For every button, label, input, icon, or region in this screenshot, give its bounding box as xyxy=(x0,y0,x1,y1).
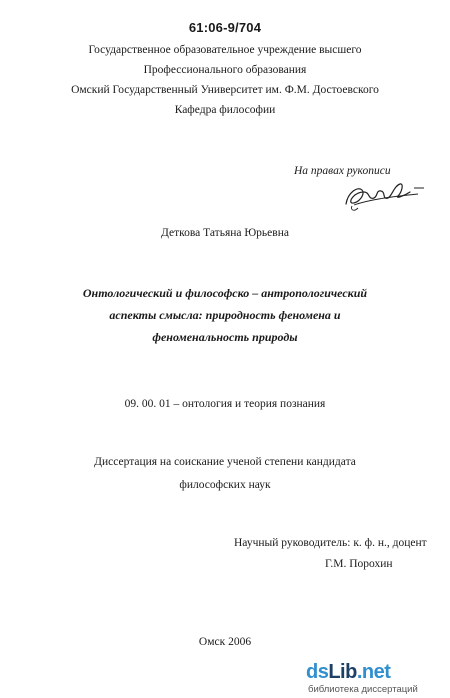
institution-line-4: Кафедра философии xyxy=(174,104,276,116)
logo-text: dsLib.net xyxy=(306,661,391,683)
supervisor-name: Г.М. Порохин xyxy=(325,558,393,570)
rights-note: На правах рукописи xyxy=(294,165,391,177)
title-line-3: феноменальность природы xyxy=(152,330,298,344)
handwritten-signature xyxy=(318,170,428,216)
title-line-1: Онтологический и философско – антропологический xyxy=(82,286,368,300)
catalog-number: 61:06-9/704 xyxy=(188,20,262,35)
institution-line-1: Государственное образовательное учреждение высшего xyxy=(88,44,362,56)
institution-line-3: Омский Государственный Университет им. Ф.М. Достоевского xyxy=(71,84,379,96)
institution-line-2: Профессионального образования xyxy=(143,64,307,76)
dissertation-title xyxy=(0,282,450,348)
dslib-watermark-logo[interactable] xyxy=(306,661,448,697)
degree-line-2: философских наук xyxy=(179,479,271,491)
degree-line-1: Диссертация на соискание ученой степени кандидата xyxy=(94,456,356,468)
specialty-code: 09. 00. 01 – онтология и теория познания xyxy=(124,398,326,410)
degree-statement xyxy=(0,451,450,497)
title-line-2: аспекты смысла: природность феномена и xyxy=(109,308,341,322)
city-year: Омск 2006 xyxy=(198,636,252,648)
supervisor-title: Научный руководитель: к. ф. н., доцент xyxy=(234,537,427,549)
logo-tagline: библиотека диссертаций xyxy=(308,684,418,695)
author-name: Деткова Татьяна Юрьевна xyxy=(161,227,289,239)
